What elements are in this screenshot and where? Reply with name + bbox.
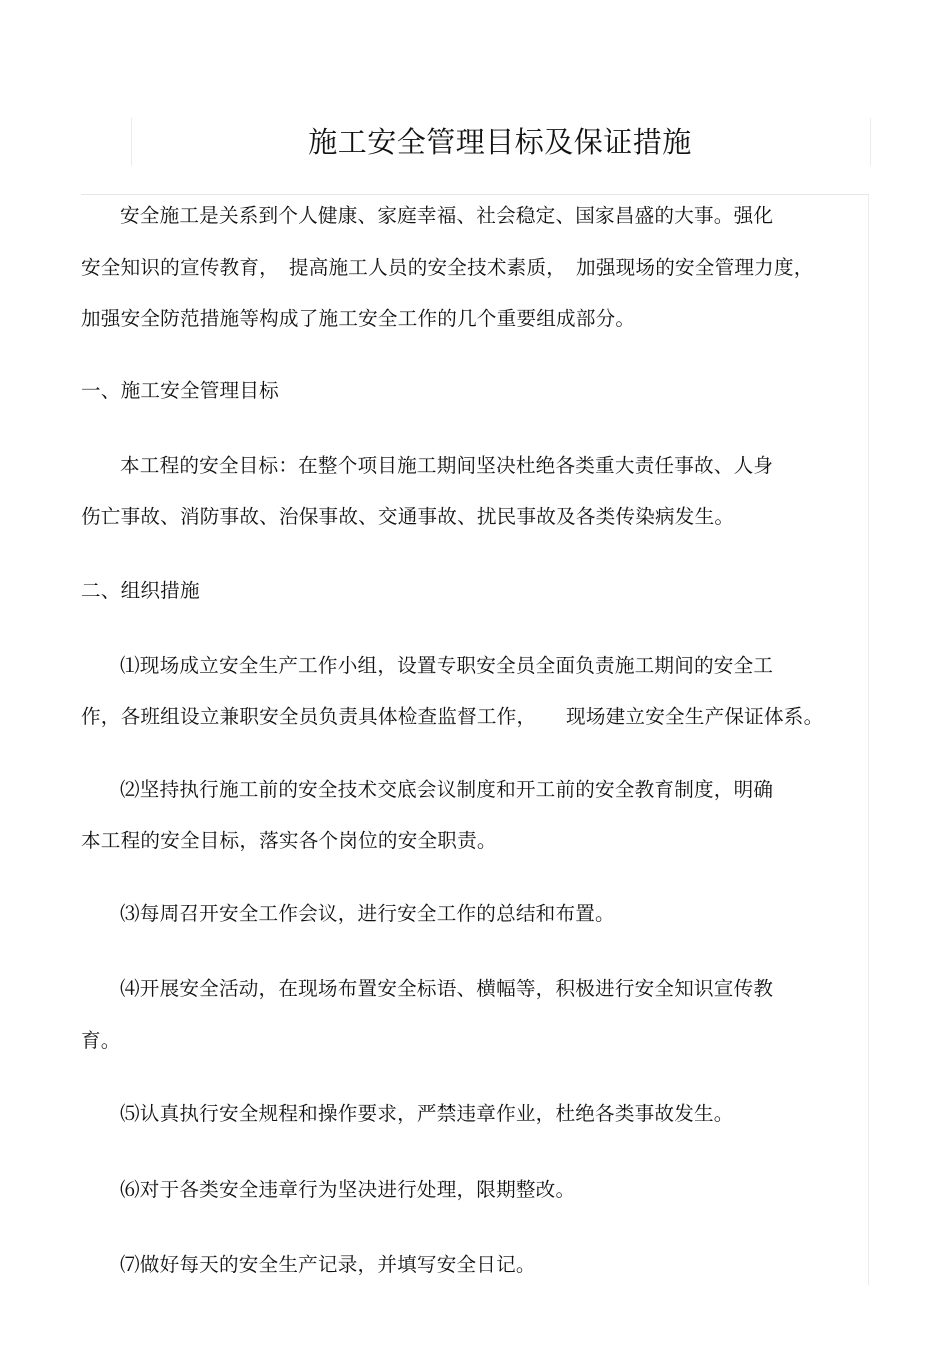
measure-3: ⑶每周召开安全工作会议，进行安全工作的总结和布置。 bbox=[120, 902, 615, 925]
measure-4-line-2: 育。 bbox=[81, 1029, 121, 1052]
measure-6: ⑹对于各类安全违章行为坚决进行处理，限期整改。 bbox=[120, 1178, 576, 1201]
intro-line-1: 安全施工是关系到个人健康、家庭幸福、社会稳定、国家昌盛的大事。强化 bbox=[120, 204, 774, 227]
measure-7: ⑺做好每天的安全生产记录，并填写安全日记。 bbox=[120, 1253, 536, 1276]
intro-line-3: 加强安全防范措施等构成了施工安全工作的几个重要组成部分。 bbox=[81, 307, 636, 330]
section-heading-1: 一、施工安全管理目标 bbox=[81, 379, 279, 402]
section-heading-2: 二、组织措施 bbox=[81, 579, 200, 602]
measure-1-line-2: 作，各班组设立兼职安全员负责具体检查监督工作， 现场建立安全生产保证体系。 bbox=[81, 705, 824, 728]
measure-1-line-1: ⑴现场成立安全生产工作小组，设置专职安全员全面负责施工期间的安全工 bbox=[120, 654, 774, 677]
intro-line-2: 安全知识的宣传教育， 提高施工人员的安全技术素质， 加强现场的安全管理力度， bbox=[81, 256, 814, 279]
document-title: 施工安全管理目标及保证措施 bbox=[308, 125, 692, 159]
title-divider bbox=[81, 194, 869, 195]
goal-line-2: 伤亡事故、消防事故、治保事故、交通事故、扰民事故及各类传染病发生。 bbox=[81, 505, 735, 528]
measure-4-line-1: ⑷开展安全活动，在现场布置安全标语、横幅等，积极进行安全知识宣传教 bbox=[120, 977, 774, 1000]
measure-2-line-1: ⑵坚持执行施工前的安全技术交底会议制度和开工前的安全教育制度，明确 bbox=[120, 778, 774, 801]
page-right-border bbox=[868, 195, 869, 1285]
measure-5: ⑸认真执行安全规程和操作要求，严禁违章作业，杜绝各类事故发生。 bbox=[120, 1102, 734, 1125]
goal-line-1: 本工程的安全目标：在整个项目施工期间坚决杜绝各类重大责任事故、人身 bbox=[120, 454, 774, 477]
measure-2-line-2: 本工程的安全目标，落实各个岗位的安全职责。 bbox=[81, 829, 497, 852]
